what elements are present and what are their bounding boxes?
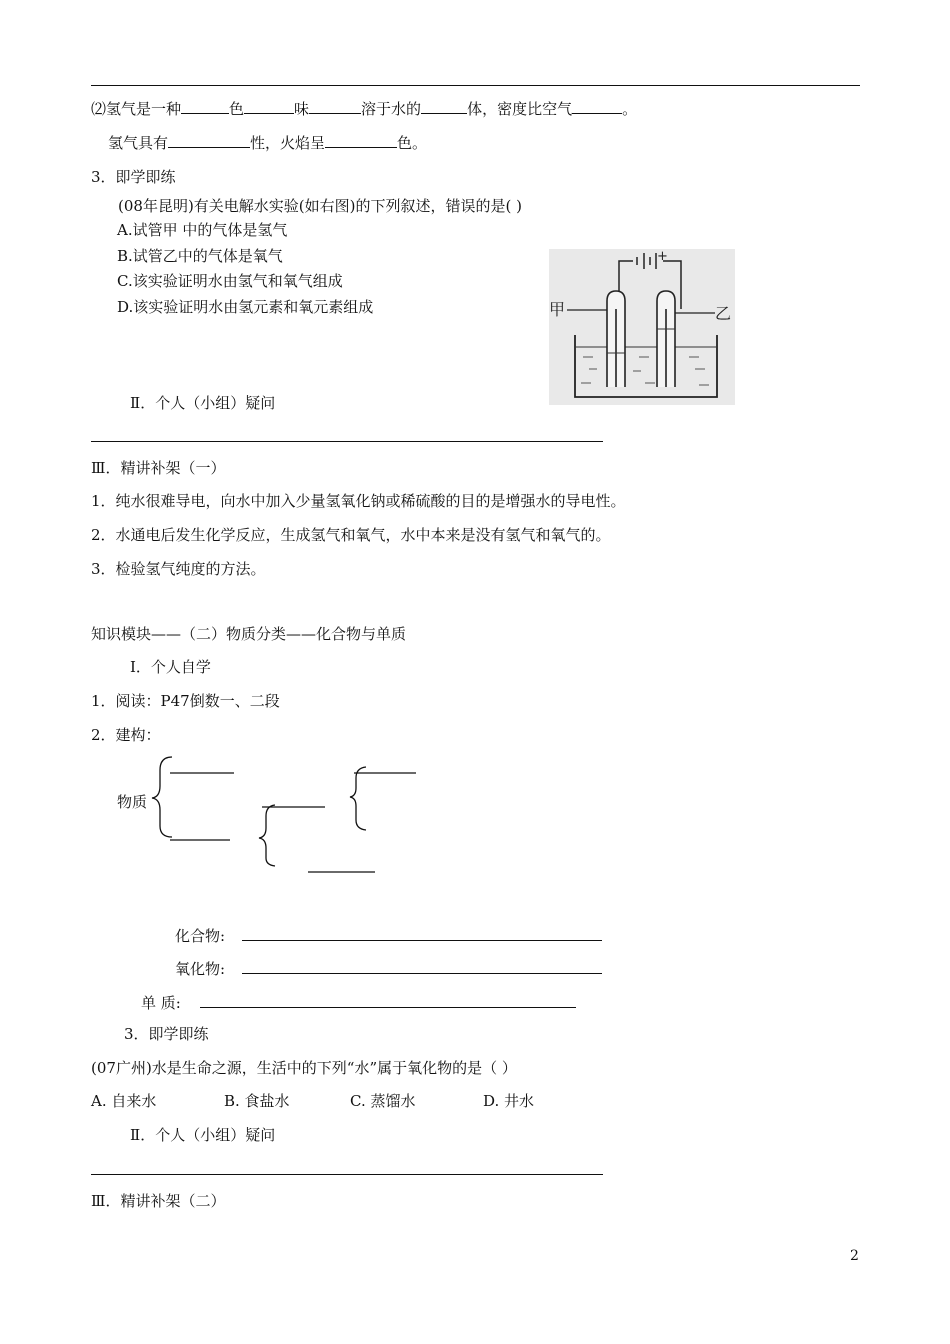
hydrogen-properties-line — [91, 99, 637, 119]
hydrogen-flame-line — [108, 133, 427, 153]
lecture-heading: Ⅲ．精讲补架（一） — [91, 459, 226, 477]
oxide-answer-line[interactable] — [242, 973, 602, 974]
blank-state[interactable] — [421, 99, 467, 114]
label-jia: 甲 — [549, 300, 566, 319]
text-seg: 溶于水的 — [361, 100, 422, 118]
electrolysis-diagram — [549, 249, 735, 405]
answer-rule[interactable] — [91, 1174, 603, 1175]
plus-sign: + — [657, 249, 668, 264]
page-number: 2 — [850, 1248, 859, 1264]
self-study-heading: Ⅰ．个人自学 — [130, 658, 211, 676]
text-seg: 味 — [294, 100, 310, 118]
personal-question-heading: Ⅱ．个人（小组）疑问 — [130, 1126, 276, 1144]
blank-property[interactable] — [168, 133, 250, 148]
lecture-item: 3．检验氢气纯度的方法。 — [91, 560, 266, 578]
practice-question: (08年昆明)有关电解水实验(如右图)的下列叙述，错误的是( ) — [118, 197, 522, 215]
top-rule — [91, 85, 860, 86]
lecture-heading: Ⅲ．精讲补架（二） — [91, 1192, 226, 1210]
label-yi: 乙 — [715, 304, 732, 323]
lecture-item: 2．水通电后发生化学反应，生成氢气和氧气，水中本来是没有氢气和氧气的。 — [91, 526, 611, 544]
oxide-label: 氧化物: — [175, 960, 226, 978]
text-seg: 体，密度比空气 — [467, 100, 573, 118]
element-label: 单 质: — [141, 994, 181, 1012]
text-seg: ⑵氢气是一种 — [91, 100, 182, 118]
option-a[interactable]: A. 自来水 — [91, 1092, 157, 1110]
element-answer-line[interactable] — [200, 1007, 576, 1008]
read-instruction: 1．阅读：P47倒数一、二段 — [91, 692, 280, 710]
option-d[interactable]: D. 井水 — [483, 1092, 535, 1110]
text-seg: 氢气具有 — [108, 134, 169, 152]
construct-heading: 2．建构： — [91, 726, 161, 744]
option-c[interactable]: C.该实验证明水由氢气和氧气组成 — [117, 272, 343, 290]
blank-color[interactable] — [181, 99, 229, 114]
personal-question-heading: Ⅱ．个人（小组）疑问 — [130, 394, 276, 412]
compound-label: 化合物: — [175, 927, 226, 945]
classification-schema — [110, 750, 440, 885]
text-seg: 性，火焰呈 — [250, 134, 326, 152]
module-title: 知识模块——（二）物质分类——化合物与单质 — [91, 625, 407, 643]
option-b[interactable]: B. 食盐水 — [224, 1092, 290, 1110]
practice-question: (07广州)水是生命之源，生活中的下列“水”属于氧化物的是（ ） — [91, 1059, 517, 1077]
option-b[interactable]: B.试管乙中的气体是氧气 — [117, 247, 283, 265]
option-c[interactable]: C. 蒸馏水 — [350, 1092, 416, 1110]
option-d[interactable]: D.该实验证明水由氢元素和氧元素组成 — [117, 298, 374, 316]
option-a[interactable]: A.试管甲 中的气体是氢气 — [117, 221, 288, 239]
lecture-item: 1．纯水很难导电，向水中加入少量氢氧化钠或稀硫酸的目的是增强水的导电性。 — [91, 492, 626, 510]
answer-rule[interactable] — [91, 441, 603, 442]
blank-density[interactable] — [572, 99, 622, 114]
practice-heading: 3．即学即练 — [91, 168, 176, 186]
compound-answer-line[interactable] — [242, 940, 602, 941]
text-seg: 。 — [622, 100, 638, 118]
text-seg: 色 — [229, 100, 245, 118]
schema-root-label: 物质 — [117, 793, 148, 811]
text-seg: 色。 — [397, 134, 428, 152]
blank-flame-color[interactable] — [325, 133, 397, 148]
blank-solubility[interactable] — [309, 99, 361, 114]
practice-heading: 3．即学即练 — [124, 1025, 209, 1043]
blank-smell[interactable] — [244, 99, 294, 114]
